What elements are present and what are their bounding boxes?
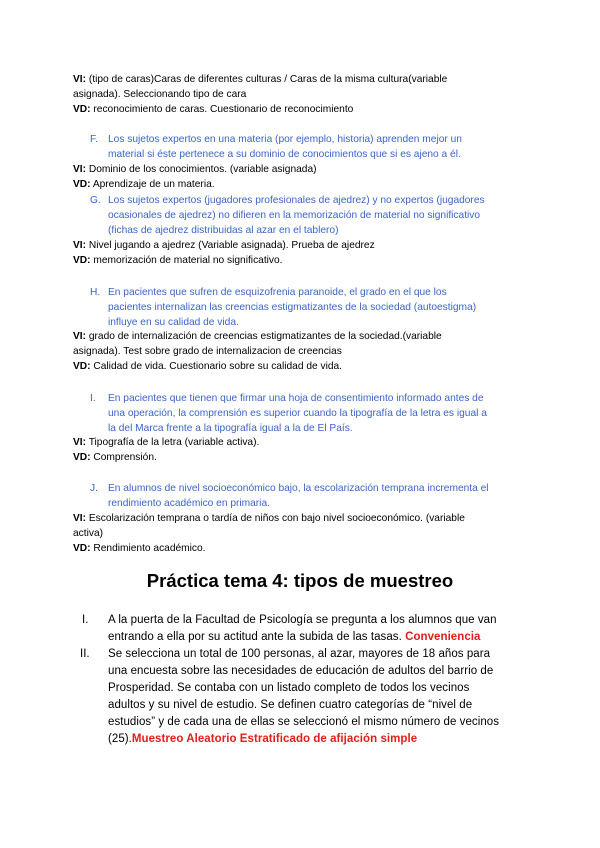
vi-text: Nivel jugando a ajedrez (Variable asignada). Prueba de ajedrez: [88, 240, 375, 251]
question-text-line: [108, 731, 417, 748]
question-text: Se selecciona un total de 100 personas, al azar, mayores de 18 años para: [108, 648, 491, 660]
question-text-line: [108, 629, 480, 646]
question-text: A la puerta de la Facultad de Psicología se pregunta a los alumnos que van: [108, 614, 497, 626]
vd-line: [73, 360, 342, 374]
vd-label: VD:: [73, 543, 91, 554]
vd-text: Calidad de vida. Cuestionario sobre su calidad de vida.: [93, 361, 343, 372]
vi-label: VI:: [73, 513, 87, 524]
vi-label: VI:: [73, 164, 87, 175]
vi-label: VI:: [73, 74, 87, 85]
question-text: Prosperidad. Se contaba con un listado completo de todos los vecinos: [108, 682, 470, 694]
vd-line: [73, 542, 206, 556]
hypothesis-text: influye en su calidad de vida.: [108, 317, 239, 328]
list-marker: G.: [90, 195, 101, 206]
vd-label: VD:: [73, 104, 91, 115]
answer-label: Conveniencia: [405, 631, 481, 643]
vd-text: Comprensión.: [93, 452, 157, 463]
question-text: (25).: [108, 733, 132, 745]
vi-text: Tipografía de la letra (variable activa).: [88, 437, 260, 448]
vd-label: VD:: [73, 361, 91, 372]
vi-line: [73, 330, 442, 344]
vi-label: VI:: [73, 437, 87, 448]
vd-text: Aprendizaje de un materia.: [92, 179, 215, 190]
hypothesis-text: pacientes internalizan las creencias estigmatizantes de la sociedad (autoestigma): [108, 302, 477, 313]
vi-text: (tipo de caras)Caras de diferentes culturas / Caras de la misma cultura(variable: [88, 74, 448, 85]
vd-text: Rendimiento académico.: [93, 543, 206, 554]
hypothesis-text: En alumnos de nivel socioeconómico bajo, la escolarización temprana incrementa el: [108, 483, 489, 494]
hypothesis-text: rendimiento académico en primaria.: [108, 498, 270, 509]
vd-text: reconocimiento de caras. Cuestionario de reconocimiento: [93, 104, 354, 115]
vd-line: [73, 178, 215, 192]
vd-text: memorización de material no significativo.: [93, 255, 283, 266]
hypothesis-text: material si éste pertenece a su dominio de conocimientos que si es ajeno a él.: [108, 149, 461, 160]
vd-label: VD:: [73, 452, 91, 463]
hypothesis-text: Los sujetos expertos en una materia (por ejemplo, historia) aprenden mejor un: [108, 134, 462, 145]
question-numeral: I.: [82, 614, 89, 626]
vi-text: Dominio de los conocimientos. (variable asignada): [88, 164, 317, 175]
question-text: entrando a ella por su actitud ante la subida de las tasas.: [108, 631, 402, 643]
vi-line: [73, 527, 103, 541]
section-title: Práctica tema 4: tipos de muestreo: [146, 570, 454, 591]
vi-text: Escolarización temprana o tardía de niños con bajo nivel socioeconómico. (variable: [88, 513, 465, 524]
vi-line: [73, 239, 375, 253]
hypothesis-text: la del Marca frente a la tipografía igual a la de El País.: [108, 423, 353, 434]
vi-line: [73, 345, 342, 359]
vd-line: [73, 451, 157, 465]
list-marker: J.: [90, 483, 98, 494]
hypothesis-text: (fichas de ajedrez distribuidas al azar en el tablero): [108, 225, 339, 236]
vi-text: asignada). Seleccionando tipo de cara: [73, 89, 247, 100]
vi-text: activa): [73, 528, 104, 539]
vd-label: VD:: [73, 179, 91, 190]
vd-line: [73, 254, 283, 268]
question-numeral: II.: [80, 648, 90, 660]
answer-label: Muestreo Aleatorio Estratificado de afijación simple: [131, 733, 418, 745]
hypothesis-text: Los sujetos expertos (jugadores profesionales de ajedrez) y no expertos (jugadores: [108, 195, 485, 206]
hypothesis-text: una operación, la comprensión es superior cuando la tipografía de la letra es igual a: [108, 408, 487, 419]
question-text: una encuesta sobre las necesidades de educación de adultos del barrio de: [108, 665, 494, 677]
list-marker: H.: [90, 287, 101, 298]
hypothesis-text: ocasionales de ajedrez) no difieren en la memorización de material no significativo: [108, 210, 481, 221]
hypothesis-text: En pacientes que sufren de esquizofrenia paranoide, el grado en el que los: [108, 287, 447, 298]
list-marker: F.: [90, 134, 98, 145]
vi-text: asignada). Test sobre grado de internalizacion de creencias: [73, 346, 342, 357]
vi-label: VI:: [73, 331, 87, 342]
vi-label: VI:: [73, 240, 87, 251]
vi-line: [73, 436, 259, 450]
hypothesis-text: En pacientes que tienen que firmar una hoja de consentimiento informado antes de: [108, 393, 484, 404]
vi-text: grado de internalización de creencias estigmatizantes de la sociedad.(variable: [88, 331, 442, 342]
vd-label: VD:: [73, 255, 91, 266]
vi-line: [73, 512, 465, 526]
vi-line: [73, 88, 246, 102]
vi-line: [73, 163, 317, 177]
list-marker: I.: [90, 393, 96, 404]
vd-line: [73, 103, 353, 117]
vi-line: [73, 73, 447, 87]
question-text: estudios” y de cada una de ellas se seleccionó el mismo número de vecinos: [108, 716, 500, 728]
question-text: adultos y su nivel de estudio. Se definen cuatro categorías de “nivel de: [108, 699, 473, 711]
